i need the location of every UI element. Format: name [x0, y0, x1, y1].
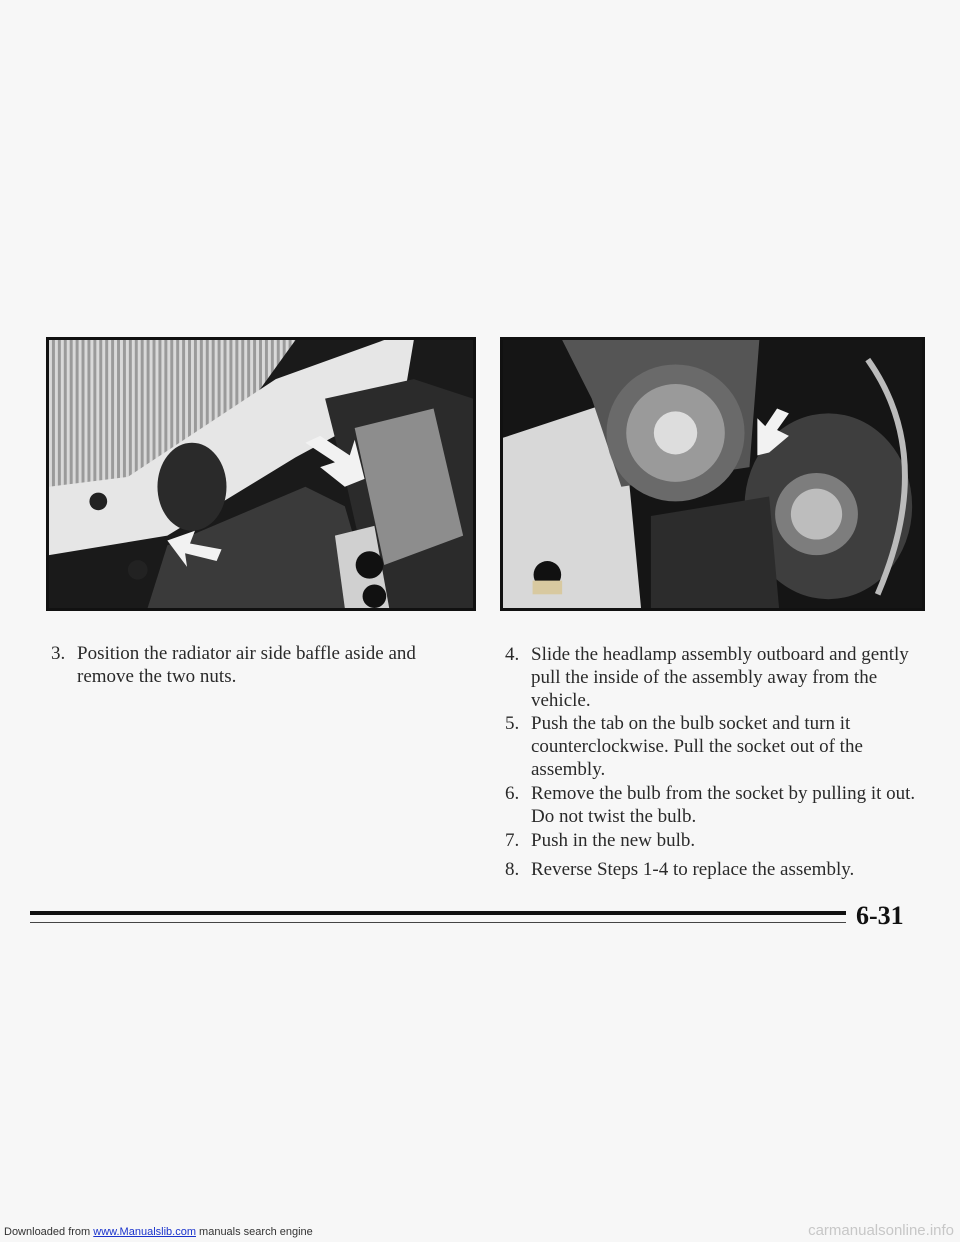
footer-suffix: manuals search engine [195, 1226, 313, 1238]
step-number: 7. [505, 830, 520, 851]
manualslib-link[interactable]: www.Manualslib.com [93, 1226, 196, 1238]
footer-prefix: Downloaded from [4, 1226, 94, 1238]
step-text: Push in the new bulb. [531, 830, 696, 851]
step-text: Slide the headlamp assembly outboard and gently pull the inside of the assembly away from the vehicle. [531, 644, 909, 711]
step-8 [505, 858, 925, 881]
step-text: Position the radiator air side baffle aside and remove the two nuts. [77, 643, 416, 687]
step-text: Remove the bulb from the socket by pulling it out. Do not twist the bulb. [531, 783, 916, 827]
photo-radiator-baffle [46, 337, 476, 611]
page-number: 6-31 [856, 901, 904, 930]
photo-headlamp-assembly [500, 337, 925, 611]
step-number: 8. [505, 859, 520, 880]
step-number: 3. [51, 643, 66, 664]
step-text: Reverse Steps 1-4 to replace the assembly. [531, 859, 855, 880]
step-3 [51, 642, 471, 688]
step-number: 5. [505, 713, 520, 734]
step-5 [505, 712, 925, 781]
step-6 [505, 782, 925, 828]
watermark: carmanualsonline.info [808, 1222, 954, 1239]
step-4 [505, 643, 925, 712]
divider-thin [30, 922, 846, 923]
download-footer [4, 1226, 313, 1238]
step-text: Push the tab on the bulb socket and turn it counterclockwise. Pull the socket out of the assembly. [531, 713, 863, 780]
divider-thick [30, 911, 846, 915]
step-number: 4. [505, 644, 520, 665]
step-7 [505, 829, 925, 852]
step-number: 6. [505, 783, 520, 804]
